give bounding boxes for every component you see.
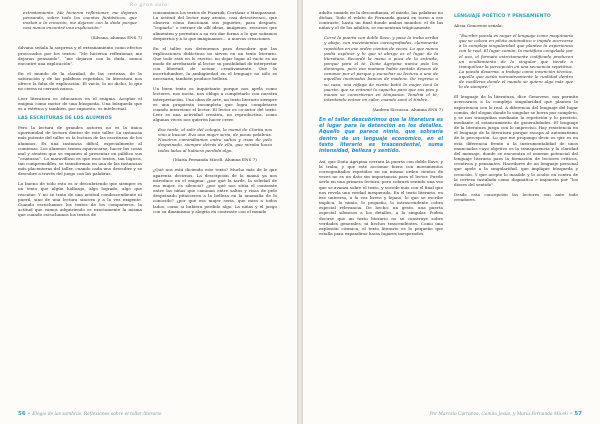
right-column-2 (454, 10, 578, 402)
body-paragraph: consumimos los textos de Pizarnik, Cortázar o Maupassant. La actitud del lector muy atento, casi detectivesco, que observa cómo funcionan sus juguetes, para después, “copiarlo” o extraer de allí ideas, imágenes, recursos que alimenten y permitan a su vez dar forma a lo que soñamos despiertos y a lo que imaginamos… a nuevas creaciones. (153, 10, 277, 41)
body-paragraph: Desde esta concepción los lectores son ante todo creadores. (454, 191, 578, 202)
body-paragraph: Así, que Doña Agripina cerrara la puerta con doble llave, y la traba, y que este accionar fuera con movimientos coreografiados repetidos en un mismo orden cientos de veces no es un dato sin importancia para el lector. Puede serlo en una primera lectura, pero cobrará sentido una vez que se avanza sobre el texto, y sucede más con el final que nos revela una verdad inesperada. En el texto literario, en ese universo, a la vez breve y lejano, lo que se escribe implica, lo nimio, lo pequeño, lo intrascendente cobra especial relevancia. De hecho: un gesto, una puerta especial silencios a los detalles, a lo singular. Podría decirse que un texto literario no se construye sobre verdades generales, ni hechos trascendentes. Como una explosión cósmica, el texto literario es lo pequeño que estalla para expandirse hacia lugares inesperados. (319, 158, 443, 236)
body-paragraph: El lenguaje de la literatura, dice Genovese, nos permite acercarnos a la compleja singularidad que plantea la experiencia con lo real. A diferencia del lenguaje del lugar común, del slogan donde lo singular se borra por completo, y se nos tranquiliza mediante la repetición y lo previsto, mediante el estancamiento de generalidades. El lenguaje de la literatura juega con lo impreciso. Hay resistencia en el lenguaje de la literatura porque escapa al automatismo de la percepción. Lo que me propongo decir es que es en esta diferencia frente a la instrumentalidad de unos enunciados cuyo objetivo es la transparencia y la claridad del mensaje, donde se encuentra el enorme potencial del lenguaje literario para la formación de lectores críticos, creativos y pensantes. Hacedores de un lenguaje personal que apele a la singularidad, que implique búsqueda y creación. Y que acepte lo inasible y lo oculto en contra de la certeza instalada como dogmática e impuesta por “los dioses del sentido”. (454, 94, 578, 187)
body-paragraph: Alicia Genovese señala: (454, 23, 504, 29)
quote-block: Cerré la puerta con doble llave, y puse la traba arriba y abajo, con movimientos coreografiados, claramente repetidos en ese orden cientos de veces. Lo que nunca podía explicar y lo que sí abrigo es el lugar de la literatura. Recordé la mano a poca de la entrada, porque para el té. Doña Agripina nunca asía los domingos, pero esa mañana había sentido deseos de caminar por el parque y escuchar su lectura a uno de aquellos incómodos bancos de madera. De regreso a su casa, una ráfaga de viento batió la mujer tocó la puerta, que se entrenó la capucha para que sus pies y manos se convirtieran en témpanos. Tendría el té, intentando entrar en calor, cuando sonó el timbre. (324, 35, 438, 103)
page-number-left: 56 (18, 411, 26, 417)
quote-attribution: (Silvana, alumna ENS 7) (91, 35, 142, 41)
body-paragraph: Un buen texto es inquietante porque nos apela como lectores, nos incita, nos obliga a completarlo con nuestra interpretación. Una obra de arte, un texto literario siempre es una propuesta incompleta que logra completarse cuando interviene el lector. El lector es co-autor del texto. Leer es una actividad creativa, no reproductiva, como algunas veces nos quieren hacer creer. (153, 86, 277, 123)
left-column-1 (18, 10, 142, 402)
left-column-2 (153, 10, 277, 402)
body-paragraph: En el taller nos detenemos para descubrir que las explicaciones didácticas no sirven en un texto literario. Que todo está en lo escrito, no dejar lugar al vacío es un modo de arrebatarle al lector su posibilidad de interpretar con libertad, de actuar creativamente. Que la incertidumbre, la ambigüedad en el lenguaje no sólo es necesaria, también produce belleza. (153, 45, 277, 82)
header-brand: -Ro gran sala- (127, 2, 170, 8)
section-heading: LENGUAJE POÉTICO Y PENSAMIENTO (454, 14, 551, 19)
footer-bullet: • (569, 412, 573, 417)
quote-block: extrañamiento. Me hicieron reflexionar, me dejaron pensando, sobre todo los cuentos fantásticos, que invitan a la creación, me dejaron con la duda porque casi nunca encontré una explicación.” (23, 10, 137, 31)
footer-book-title: Elogio de las sombras. Reflexiones sobre el taller literario (32, 412, 162, 417)
quote-block: “Escribir poesía es negar el lenguaje como maquinaria que se coloca en piloto automático e impide acercarse a la compleja singularidad que plantea la experiencia con lo real. El lugar común, la metáfora congelada por el uso, el formato estrictamente codificado producen un ocultamiento de lo singular que tiende a tranquilizar la percepción en una secuencia repetitiva. La poesía desarma, a trabajo como invención técnica, aquello que actúa normativamente le realidad dentro de casilleros donde el mundo se quiere algo más que lo de siempre.” (459, 32, 573, 90)
body-paragraph: ¿Qué nos está diciendo este texto? Mucho más de lo que aparenta decirnos. La descripción de la mamá ya nos introduce en el enigma: ¿por qué la tarde, la soledad de esa mujer, es silencio? ¿por qué nos sitúa el contraste entre las niñas que caminan entre saltos y risas de pelo despeinado pitizcieron a la belleza en la anomalía de lo conocido? ¿por qué esa mujer seria, que mira a todos lados, como si hubiera perdido algo. La niñas y el juego con su dinamismo y alegría en contraste con el mundo (153, 167, 277, 214)
body-paragraph: adulto sumido en la desconfianza, el miedo, las palabras no dichas. Todo el relato de Fernanda girará en torno a ese contraste, hasta un final donde ambos mundos: el de las niñas y el de los adultos, se encuentran trágicamente. (319, 10, 443, 31)
body-paragraph: Lo bueno de todo esto es ir descubriendo que siempre es un texto que algún hallazgo, algo logrado, algo que rescatar. Y no se trata de una actitud condescendiente ni pueril, sino de una lectura sincera y a la vez exigente. Cuando escuchamos los textos de los compañeros, la actitud que vamos adquiriendo es exactamente la misma que cuando escuchamos los textos de (18, 181, 142, 218)
highlight-paragraph: En el taller descubrimos que la literatura es el lugar para la detención en los detalles. Aquello que parece nimio, que sobraría dentro de un lenguaje económico, en el texto literario es trascendental, suma intensidad, belleza y sentido. (319, 117, 443, 155)
right-footer (429, 411, 582, 417)
page-number-right: 57 (574, 411, 582, 417)
left-page (0, 0, 297, 424)
quote-block: Eva tarde, al salir del colegio, la mamá de Clarita nos vino a buscar. Eva una mujer seria, de pocas palabras. Nosotros caminábamos entre saltos y risas de pelo despeinado, siempre detrás de ella, que miraba hacia todos lados al hubiera perdido algo. (158, 126, 272, 153)
right-page (303, 0, 600, 424)
body-paragraph: Leer literatura es educarnos en el enigma. Aceptar el enigma como motor de una búsqueda. Una búsqueda que es a estética y también, por supuesto, es intelectual. (18, 95, 142, 112)
body-paragraph: En el mundo de la claridad, de las certezas, de la saturación y de las palabras repetidas, la literatura nos ofrece la falta de explicación. El vacío, lo no dicho, lo que no cierra ni cerrará nunca. (18, 70, 142, 92)
footer-bullet: • (27, 412, 31, 417)
section-heading: LAS ESCRITURAS DE LOS ALUMNOS (18, 115, 113, 121)
body-paragraph: Pero la lectura de grandes autores no es la única oportunidad de lectura dentro de este taller. La instancia más potente del taller es la lectura de las escrituras de los alumnos. Es una instancia difícil, especialmente al comienzo. Los alumnos temen equivocarse, hacer las cosas mal y sienten que se exponen al presentar en público sus “criaturas”. Lo maravilloso es que esos textos, tan lógicos, tan comprensibles, se transforman en una de las instancias más placenteras del taller, cuando cada uno descubre y se descubre a través del juego con las palabras. (18, 125, 142, 177)
body-paragraph: Silvana señala la sorpresa y el extrañamiento como efectos provocados por los textos: “Me hicieron reflexionar, me dejaron pensando”, “me dejaron con la duda, nunca encontré una explicación”. (18, 45, 142, 66)
quote-attribution: (Andrea Siccasca. Alumna ENS 7) (372, 106, 443, 112)
quote-attribution: (María Fernanda Micelí. Alumna ENS 7) (173, 157, 257, 163)
right-column-1 (319, 10, 443, 402)
footer-authors: Por Marcela Carranza, Camila Jesús, y María Fernanda Micelí (429, 412, 568, 417)
left-footer (18, 411, 161, 417)
